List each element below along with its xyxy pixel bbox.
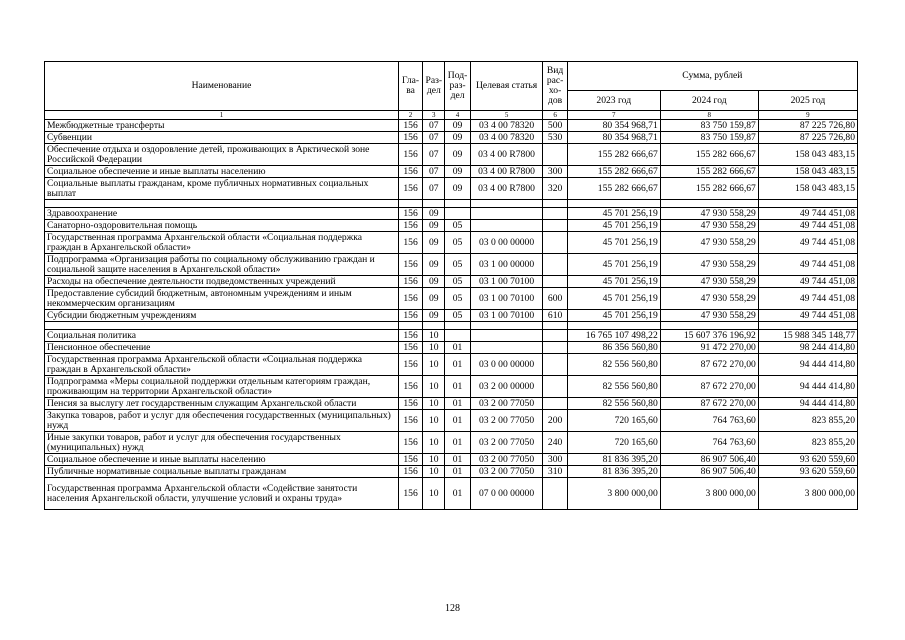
row-razdel: 09 [423, 208, 445, 220]
row-podrazdel: 01 [445, 342, 470, 354]
row-sum-2024: 47 930 558,29 [660, 232, 758, 254]
row-target: 03 0 00 00000 [470, 232, 543, 254]
row-razdel: 10 [423, 398, 445, 410]
row-sum-2025: 94 444 414,80 [758, 398, 857, 410]
row-sum-2024: 87 672 270,00 [660, 376, 758, 398]
row-sum-2023: 45 701 256,19 [567, 220, 660, 232]
column-index: 6 [543, 111, 567, 120]
table-row [45, 232, 858, 254]
row-name [45, 322, 399, 330]
row-target: 03 4 00 R7800 [470, 166, 543, 178]
row-name: Государственная программа Архангельской области «Социальная поддержка граждан в Архангельской области» [45, 354, 399, 376]
row-target: 03 0 00 00000 [470, 354, 543, 376]
row-name: Социальное обеспечение и иные выплаты населению [45, 166, 399, 178]
row-name [45, 200, 399, 208]
row-vid [543, 276, 567, 288]
row-sum-2024: 764 763,60 [660, 432, 758, 454]
row-name: Государственная программа Архангельской области «Социальная поддержка граждан в Архангельской области» [45, 232, 399, 254]
table-row [45, 410, 858, 432]
row-razdel: 09 [423, 220, 445, 232]
row-sum-2025: 158 043 483,15 [758, 166, 857, 178]
row-sum-2023 [567, 322, 660, 330]
row-glava: 156 [398, 232, 422, 254]
column-index-row [45, 111, 858, 120]
row-sum-2023: 155 282 666,67 [567, 144, 660, 166]
table-row [45, 166, 858, 178]
table-row [45, 220, 858, 232]
row-vid [543, 144, 567, 166]
row-sum-2025: 94 444 414,80 [758, 354, 857, 376]
row-podrazdel: 01 [445, 410, 470, 432]
column-index: 2 [398, 111, 422, 120]
row-name: Социальные выплаты гражданам, кроме публичных нормативных социальных выплат [45, 178, 399, 200]
row-glava: 156 [398, 254, 422, 276]
row-sum-2025: 49 744 451,08 [758, 288, 857, 310]
row-vid [543, 322, 567, 330]
row-podrazdel [445, 330, 470, 342]
page-number: 128 [445, 603, 460, 614]
row-vid: 610 [543, 310, 567, 322]
header-year-2023: 2023 год [567, 91, 660, 111]
row-glava: 156 [398, 276, 422, 288]
row-sum-2025: 49 744 451,08 [758, 220, 857, 232]
row-vid: 240 [543, 432, 567, 454]
row-vid: 320 [543, 178, 567, 200]
table-row [45, 322, 858, 330]
row-glava: 156 [398, 220, 422, 232]
header-target: Целевая статья [470, 62, 543, 111]
column-index: 7 [567, 111, 660, 120]
row-sum-2025: 49 744 451,08 [758, 232, 857, 254]
row-sum-2023: 81 836 395,20 [567, 466, 660, 478]
header-name: Наименование [45, 62, 399, 111]
row-sum-2023: 16 765 107 498,22 [567, 330, 660, 342]
column-index: 1 [45, 111, 399, 120]
row-name: Межбюджетные трансферты [45, 120, 399, 132]
row-target: 03 2 00 77050 [470, 398, 543, 410]
row-sum-2024: 155 282 666,67 [660, 144, 758, 166]
row-razdel: 10 [423, 330, 445, 342]
row-target [470, 200, 543, 208]
row-razdel: 10 [423, 410, 445, 432]
row-glava: 156 [398, 454, 422, 466]
row-razdel: 10 [423, 432, 445, 454]
row-sum-2025: 49 744 451,08 [758, 310, 857, 322]
row-glava: 156 [398, 120, 422, 132]
row-sum-2023: 155 282 666,67 [567, 178, 660, 200]
row-target [470, 322, 543, 330]
row-vid [543, 354, 567, 376]
row-name: Пенсия за выслугу лет государственным служащим Архангельской области [45, 398, 399, 410]
row-sum-2024: 83 750 159,87 [660, 120, 758, 132]
row-vid [543, 254, 567, 276]
table-row [45, 120, 858, 132]
row-vid [543, 200, 567, 208]
header-glava: Гла-ва [398, 62, 422, 111]
row-target: 03 2 00 77050 [470, 410, 543, 432]
header-year-2024: 2024 год [660, 91, 758, 111]
row-vid [543, 478, 567, 510]
header-podrazdel: Под-раз-дел [445, 62, 470, 111]
table-row [45, 454, 858, 466]
row-razdel: 10 [423, 354, 445, 376]
row-glava: 156 [398, 478, 422, 510]
row-podrazdel: 09 [445, 132, 470, 144]
table-row [45, 398, 858, 410]
row-sum-2024: 47 930 558,29 [660, 288, 758, 310]
row-vid: 600 [543, 288, 567, 310]
row-sum-2023: 82 556 560,80 [567, 398, 660, 410]
table-row [45, 200, 858, 208]
row-razdel: 07 [423, 178, 445, 200]
row-sum-2024: 87 672 270,00 [660, 354, 758, 376]
row-vid: 310 [543, 466, 567, 478]
row-razdel: 09 [423, 276, 445, 288]
row-sum-2024: 47 930 558,29 [660, 310, 758, 322]
row-sum-2024: 86 907 506,40 [660, 466, 758, 478]
row-vid [543, 232, 567, 254]
row-sum-2023: 45 701 256,19 [567, 288, 660, 310]
row-sum-2024: 3 800 000,00 [660, 478, 758, 510]
row-sum-2023: 80 354 968,71 [567, 132, 660, 144]
row-sum-2024: 91 472 270,00 [660, 342, 758, 354]
row-sum-2023: 720 165,60 [567, 432, 660, 454]
row-target: 03 1 00 70100 [470, 288, 543, 310]
column-index: 9 [758, 111, 857, 120]
row-name: Закупка товаров, работ и услуг для обеспечения государственных (муниципальных) нужд [45, 410, 399, 432]
row-podrazdel: 05 [445, 220, 470, 232]
row-sum-2025: 87 225 726,80 [758, 120, 857, 132]
row-sum-2024: 47 930 558,29 [660, 254, 758, 276]
row-sum-2025: 823 855,20 [758, 410, 857, 432]
row-vid [543, 398, 567, 410]
row-podrazdel [445, 200, 470, 208]
row-target: 03 1 00 70100 [470, 310, 543, 322]
table-body [45, 120, 858, 510]
row-podrazdel: 01 [445, 466, 470, 478]
row-podrazdel: 09 [445, 166, 470, 178]
row-sum-2023: 80 354 968,71 [567, 120, 660, 132]
row-sum-2025: 3 800 000,00 [758, 478, 857, 510]
row-glava: 156 [398, 310, 422, 322]
row-name: Социальное обеспечение и иные выплаты населению [45, 454, 399, 466]
table-row [45, 288, 858, 310]
table-row [45, 276, 858, 288]
row-vid: 500 [543, 120, 567, 132]
row-sum-2024: 47 930 558,29 [660, 220, 758, 232]
row-razdel: 10 [423, 376, 445, 398]
row-name: Расходы на обеспечение деятельности подведомственных учреждений [45, 276, 399, 288]
row-sum-2024: 87 672 270,00 [660, 398, 758, 410]
row-target: 03 2 00 77050 [470, 454, 543, 466]
row-sum-2024: 47 930 558,29 [660, 276, 758, 288]
row-podrazdel: 01 [445, 354, 470, 376]
row-podrazdel: 09 [445, 144, 470, 166]
row-sum-2024: 15 607 376 196,92 [660, 330, 758, 342]
row-name: Иные закупки товаров, работ и услуг для обеспечения государственных (муниципальных) нужд [45, 432, 399, 454]
table-row [45, 178, 858, 200]
row-sum-2023: 81 836 395,20 [567, 454, 660, 466]
table-row [45, 432, 858, 454]
row-sum-2024 [660, 200, 758, 208]
row-sum-2025: 49 744 451,08 [758, 208, 857, 220]
row-podrazdel: 05 [445, 310, 470, 322]
row-podrazdel [445, 208, 470, 220]
row-sum-2025: 94 444 414,80 [758, 376, 857, 398]
row-vid [543, 342, 567, 354]
table-row [45, 342, 858, 354]
row-podrazdel: 01 [445, 454, 470, 466]
row-name: Обеспечение отдыха и оздоровление детей, проживающих в Арктической зоне Российской Федерации [45, 144, 399, 166]
row-vid [543, 208, 567, 220]
row-vid: 300 [543, 454, 567, 466]
row-sum-2025: 49 744 451,08 [758, 276, 857, 288]
row-name: Подпрограмма «Организация работы по социальному обслуживанию граждан и социальной защите населения в Архангельской области» [45, 254, 399, 276]
row-vid: 530 [543, 132, 567, 144]
row-razdel [423, 322, 445, 330]
row-sum-2024 [660, 322, 758, 330]
row-vid [543, 376, 567, 398]
row-podrazdel [445, 322, 470, 330]
row-glava: 156 [398, 208, 422, 220]
column-index: 3 [423, 111, 445, 120]
row-name: Предоставление субсидий бюджетным, автономным учреждениям и иным некоммерческим организациям [45, 288, 399, 310]
row-sum-2023: 155 282 666,67 [567, 166, 660, 178]
row-glava: 156 [398, 376, 422, 398]
row-sum-2025: 158 043 483,15 [758, 144, 857, 166]
row-name: Субсидии бюджетным учреждениям [45, 310, 399, 322]
row-sum-2024: 155 282 666,67 [660, 178, 758, 200]
row-sum-2025: 15 988 345 148,77 [758, 330, 857, 342]
table-row [45, 132, 858, 144]
row-sum-2023: 45 701 256,19 [567, 310, 660, 322]
row-sum-2023: 720 165,60 [567, 410, 660, 432]
row-sum-2023: 45 701 256,19 [567, 208, 660, 220]
row-razdel: 09 [423, 288, 445, 310]
row-target [470, 330, 543, 342]
row-glava: 156 [398, 398, 422, 410]
row-name: Пенсионное обеспечение [45, 342, 399, 354]
header-razdel: Раз-дел [423, 62, 445, 111]
row-target [470, 208, 543, 220]
row-sum-2023: 82 556 560,80 [567, 376, 660, 398]
row-glava: 156 [398, 166, 422, 178]
header-sum: Сумма, рублей [567, 62, 857, 91]
row-glava: 156 [398, 354, 422, 376]
row-razdel: 07 [423, 132, 445, 144]
row-sum-2025: 93 620 559,60 [758, 454, 857, 466]
table-row [45, 354, 858, 376]
row-sum-2025: 93 620 559,60 [758, 466, 857, 478]
row-sum-2025: 87 225 726,80 [758, 132, 857, 144]
row-sum-2023: 45 701 256,19 [567, 232, 660, 254]
row-glava: 156 [398, 132, 422, 144]
row-vid [543, 330, 567, 342]
row-target: 03 1 00 70100 [470, 276, 543, 288]
row-podrazdel: 01 [445, 398, 470, 410]
row-sum-2025: 98 244 414,80 [758, 342, 857, 354]
row-podrazdel: 05 [445, 254, 470, 276]
table-row [45, 310, 858, 322]
row-sum-2024: 86 907 506,40 [660, 454, 758, 466]
row-name: Подпрограмма «Меры социальной поддержки отдельным категориям граждан, проживающим на территории Архангельской области» [45, 376, 399, 398]
table-row [45, 330, 858, 342]
row-sum-2024: 155 282 666,67 [660, 166, 758, 178]
row-target: 03 4 00 R7800 [470, 144, 543, 166]
table-row [45, 376, 858, 398]
row-sum-2023: 3 800 000,00 [567, 478, 660, 510]
table-row [45, 478, 858, 510]
row-glava: 156 [398, 330, 422, 342]
row-sum-2023 [567, 200, 660, 208]
row-sum-2025 [758, 200, 857, 208]
row-podrazdel: 01 [445, 478, 470, 510]
row-sum-2023: 86 356 560,80 [567, 342, 660, 354]
row-sum-2025 [758, 322, 857, 330]
column-index: 8 [660, 111, 758, 120]
row-target [470, 220, 543, 232]
row-glava: 156 [398, 178, 422, 200]
row-sum-2024: 764 763,60 [660, 410, 758, 432]
header-year-2025: 2025 год [758, 91, 857, 111]
row-name: Публичные нормативные социальные выплаты гражданам [45, 466, 399, 478]
row-name: Санаторно-оздоровительная помощь [45, 220, 399, 232]
row-target: 03 1 00 00000 [470, 254, 543, 276]
row-target: 03 4 00 R7800 [470, 178, 543, 200]
column-index: 4 [445, 111, 470, 120]
row-vid: 300 [543, 166, 567, 178]
row-razdel: 09 [423, 232, 445, 254]
row-razdel: 07 [423, 166, 445, 178]
row-podrazdel: 01 [445, 432, 470, 454]
row-target: 03 4 00 78320 [470, 120, 543, 132]
row-razdel: 09 [423, 254, 445, 276]
table-row [45, 144, 858, 166]
row-podrazdel: 05 [445, 232, 470, 254]
row-sum-2025: 49 744 451,08 [758, 254, 857, 276]
row-glava: 156 [398, 288, 422, 310]
row-razdel: 07 [423, 144, 445, 166]
row-glava: 156 [398, 410, 422, 432]
row-sum-2025: 158 043 483,15 [758, 178, 857, 200]
row-razdel: 10 [423, 342, 445, 354]
row-target: 03 2 00 77050 [470, 466, 543, 478]
row-name: Государственная программа Архангельской области «Содействие занятости населения Архангельской области, улучшение условий и охраны труда» [45, 478, 399, 510]
row-target: 03 2 00 77050 [470, 432, 543, 454]
row-sum-2023: 82 556 560,80 [567, 354, 660, 376]
row-razdel: 10 [423, 478, 445, 510]
row-sum-2024: 47 930 558,29 [660, 208, 758, 220]
row-name: Субвенции [45, 132, 399, 144]
row-name: Социальная политика [45, 330, 399, 342]
row-sum-2023: 45 701 256,19 [567, 276, 660, 288]
row-target: 03 2 00 00000 [470, 376, 543, 398]
row-podrazdel: 05 [445, 288, 470, 310]
column-index: 5 [470, 111, 543, 120]
row-glava: 156 [398, 144, 422, 166]
row-razdel: 10 [423, 454, 445, 466]
row-target: 07 0 00 00000 [470, 478, 543, 510]
row-podrazdel: 01 [445, 376, 470, 398]
row-target [470, 342, 543, 354]
row-podrazdel: 05 [445, 276, 470, 288]
table-row [45, 208, 858, 220]
row-sum-2024: 83 750 159,87 [660, 132, 758, 144]
row-glava: 156 [398, 432, 422, 454]
row-razdel [423, 200, 445, 208]
row-podrazdel: 09 [445, 178, 470, 200]
row-glava: 156 [398, 342, 422, 354]
row-glava: 156 [398, 466, 422, 478]
row-razdel: 10 [423, 466, 445, 478]
row-razdel: 09 [423, 310, 445, 322]
row-target: 03 4 00 78320 [470, 132, 543, 144]
row-name: Здравоохранение [45, 208, 399, 220]
header-vid: Вид рас-хо-дов [543, 62, 567, 111]
row-sum-2023: 45 701 256,19 [567, 254, 660, 276]
budget-table [44, 61, 858, 510]
row-podrazdel: 09 [445, 120, 470, 132]
row-vid: 200 [543, 410, 567, 432]
row-glava [398, 322, 422, 330]
row-razdel: 07 [423, 120, 445, 132]
row-vid [543, 220, 567, 232]
table-row [45, 466, 858, 478]
table-row [45, 254, 858, 276]
row-glava [398, 200, 422, 208]
row-sum-2025: 823 855,20 [758, 432, 857, 454]
